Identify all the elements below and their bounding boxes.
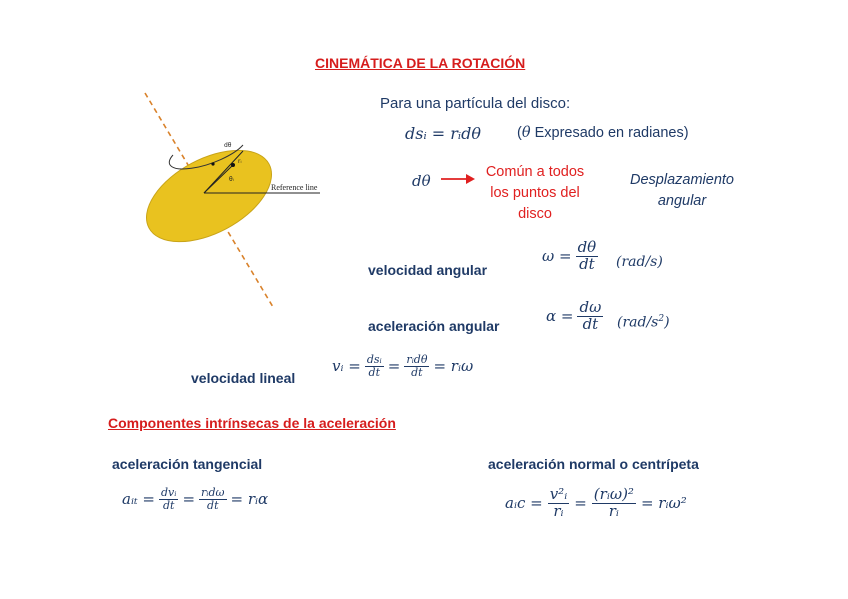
svg-text:dθ: dθ (224, 142, 232, 149)
common-to-all-points: Común a todos los puntos del disco (485, 164, 585, 222)
reference-line-label: Reference line (271, 183, 318, 192)
angular-acceleration-unit: $(rad/s^2)$ (617, 314, 670, 331)
tangential-acceleration-label: aceleración tangencial (112, 456, 263, 472)
normal-acceleration-equation: aᵢc = $\frac{\text{v²ᵢ}}{\text{rᵢ}}$ = $\frac{\text{(rᵢω)²}}{\text{rᵢ}}$ = rᵢω² (505, 485, 687, 520)
particle-point (231, 163, 235, 167)
normal-acceleration-label: aceleración normal o centrípeta (488, 456, 699, 472)
svg-text:θᵢ: θᵢ (229, 176, 234, 183)
tangential-acceleration-equation: aᵢₜ = $\frac{\text{dvᵢ}}{dt}$ = $\frac{\text{rᵢdω}}{dt}$ = rᵢα (122, 486, 269, 512)
intro-text: Para una partícula del disco: (380, 95, 571, 112)
angular-velocity-label: velocidad angular (368, 262, 488, 278)
disk (132, 131, 287, 260)
angular-velocity-equation: ω = $\frac{d\theta}{dt}$ (542, 238, 597, 273)
section-title: Componentes intrínsecas de la aceleración (108, 415, 396, 431)
angular-velocity-unit: (rad/s) (616, 254, 663, 270)
angular-displacement-label: Desplazamiento angular (630, 172, 734, 209)
angular-acceleration-equation: α = $\frac{d\omega}{dt}$ (546, 298, 602, 333)
dtheta-symbol: dθ (412, 172, 431, 190)
arc-length-equation: dsᵢ = rᵢdθ (405, 124, 481, 143)
linear-velocity-equation: vᵢ = $\frac{\text{dsᵢ}}{dt}$ = $\frac{\text{rᵢdθ}}{dt}$ = rᵢω (332, 353, 474, 379)
rotating-disk-diagram (125, 85, 340, 315)
particle-point-2 (211, 162, 214, 165)
angular-acceleration-label: aceleración angular (368, 318, 500, 334)
radians-note: (θ Expresado en radianes) (517, 125, 689, 141)
page-title: CINEMÁTICA DE LA ROTACIÓN (315, 55, 526, 71)
linear-velocity-label: velocidad lineal (191, 370, 296, 386)
svg-text:rᵢ: rᵢ (238, 158, 242, 165)
